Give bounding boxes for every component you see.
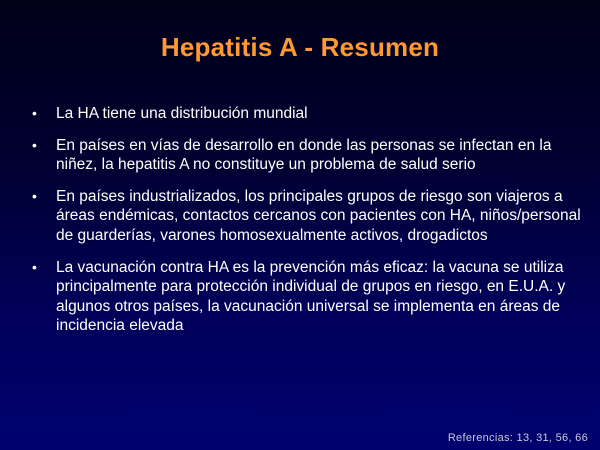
bullet-item — [32, 104, 582, 124]
bullet-text: En países industrializados, los principales grupos de riesgo son viajeros a áreas endémicas, contactos cercanos con pacientes con HA, niños/personal de guarderías, varones homosexualmente activos, drogadictos — [56, 187, 581, 244]
bullet-item — [32, 258, 582, 336]
bullet-item — [32, 187, 582, 246]
bullet-text: En países en vías de desarrollo en donde las personas se infectan en la niñez, la hepatitis A no constituye un problema de salud serio — [56, 136, 552, 174]
references-note: Referencias: 13, 31, 56, 66 — [447, 432, 588, 444]
bullet-icon: • — [32, 187, 37, 204]
bullet-icon: • — [32, 136, 37, 153]
bullet-text: La HA tiene una distribución mundial — [56, 105, 308, 122]
bullet-icon: • — [32, 258, 37, 275]
bullet-list — [32, 104, 582, 348]
bullet-text: La vacunación contra HA es la prevención más eficaz: la vacuna se utiliza principalmente para protección individual de grupos en riesgo, en E.U.A. y algunos otros países, la vacunación universal se implementa en áreas de incidencia elevada — [56, 258, 566, 335]
bullet-item — [32, 136, 582, 175]
slide-title: Hepatitis A - Resumen — [160, 32, 440, 62]
bullet-icon: • — [32, 105, 37, 121]
